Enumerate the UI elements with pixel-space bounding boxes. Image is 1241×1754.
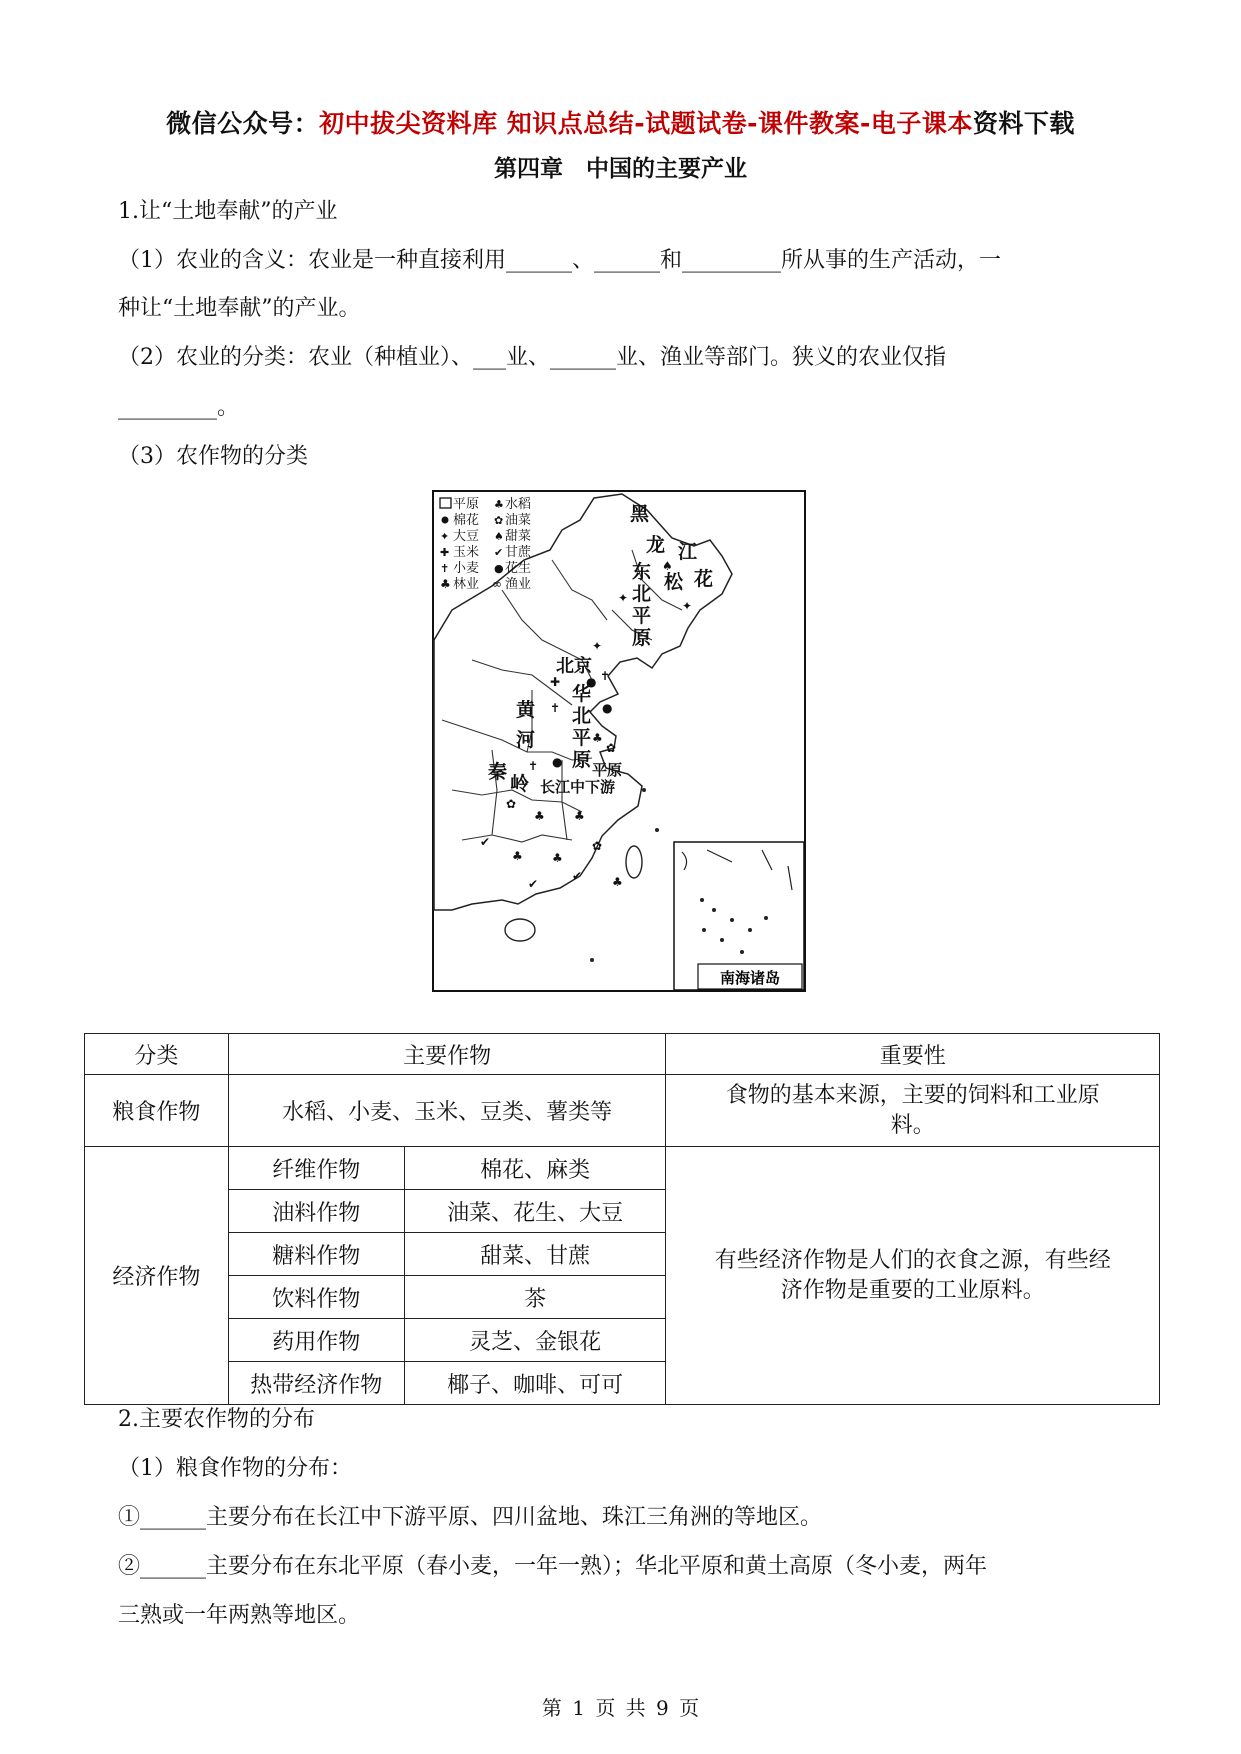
svg-text:✦: ✦ [682,599,693,613]
table-cell-crops: 椰子、咖啡、可可 [404,1362,666,1405]
table-cell-crops: 灵芝、金银花 [404,1319,666,1362]
svg-text:✿: ✿ [592,839,603,853]
header-prefix: 微信公众号： [166,109,320,138]
section2-item2-line1: ②______主要分布在东北平原（春小麦，一年一熟）；华北平原和黄土高原（冬小麦，两年 [118,1554,988,1579]
inset-label: 南海诸岛 [719,969,781,987]
legend-label: 花生 [505,561,532,576]
svg-text:♣: ♣ [512,849,523,863]
svg-text:♣: ♣ [534,809,545,823]
header-red-text: 初中拔尖资料库 知识点总结-试题试卷-课件教案-电子课本 [319,109,973,138]
soybean-icon: ✦ [440,530,450,543]
table-header-cell: 重要性 [666,1034,1160,1075]
section1-p2-line2: _________。 [118,395,240,420]
map-label: 黄 [516,699,536,721]
table-cell-type: 纤维作物 [228,1147,404,1190]
table-cell-type: 糖料作物 [228,1233,404,1276]
table-cell-type: 油料作物 [228,1190,404,1233]
table-cell-crops: 甜菜、甘蔗 [404,1233,666,1276]
map-label-changjiang: 长江中下游 [540,778,616,796]
section2-item2-line2: 三熟或一年两熟等地区。 [118,1603,361,1628]
table-header-row [85,1034,1160,1075]
section2-heading: 2.主要农作物的分布 [118,1407,315,1432]
svg-text:✔: ✔ [572,869,583,883]
legend-label: 油菜 [505,513,532,528]
map-label: 岭 [510,773,530,795]
fishery-icon: ∞ [492,577,502,591]
svg-text:♣: ♣ [552,851,563,865]
table-header-cell: 分类 [85,1034,229,1075]
table-header-cell: 主要作物 [228,1034,666,1075]
chapter-title: 第四章 中国的主要产业 [494,156,747,182]
page-header [0,104,1241,140]
svg-text:●: ● [602,701,613,715]
svg-text:✦: ✦ [592,639,603,653]
table-cell-type: 热带经济作物 [228,1362,404,1405]
svg-text:✦: ✦ [618,591,629,605]
map-label-pingyuan: 平原 [592,761,623,779]
map-label: 平 [632,605,652,627]
table-cell-importance [666,1075,1160,1147]
map-label: 松 [664,571,684,593]
legend-label: 甜菜 [505,529,532,544]
table-cell-importance [666,1147,1160,1405]
crop-classification-table [84,1033,1160,1405]
map-label: 北 [632,583,652,605]
table-cell-type: 饮料作物 [228,1276,404,1319]
table-cell-category: 粮食作物 [85,1075,229,1147]
corn-icon: ✚ [440,546,450,559]
svg-text:●: ● [552,755,563,769]
table-cell-crops: 水稻、小麦、玉米、豆类、薯类等 [228,1075,666,1147]
table-cell-crops: 茶 [404,1276,666,1319]
importance-line: 济作物是重要的工业原料。 [780,1277,1045,1303]
header-suffix: 资料下载 [972,109,1075,138]
section1-p3: （3）农作物的分类 [118,444,308,469]
svg-text:✚: ✚ [550,675,561,689]
svg-text:✝: ✝ [550,701,561,715]
peanut-icon: ● [494,562,504,575]
map-label-beijing: 北京 [556,656,592,677]
section1-p1-line2: 种让“土地奉献”的产业。 [118,296,361,321]
svg-text:✝: ✝ [528,759,539,773]
svg-text:✝: ✝ [600,669,611,683]
beet-icon: ♠ [494,530,504,543]
cotton-icon [442,517,449,524]
map-label: 原 [572,749,592,771]
map-label: 龙 [646,534,666,556]
section1-p1-line1: （1）农业的含义：农业是一种直接利用______、______和_________所从事的生产活动，一 [118,248,1001,273]
legend-label: 大豆 [453,529,480,544]
section1-p2-line1: （2）农业的分类：农业（种植业）、___业、______业、渔业等部门。狭义的农业仅指 [118,345,946,370]
section2-item1: ①______主要分布在长江中下游平原、四川盆地、珠江三角洲的等地区。 [118,1505,823,1530]
map-label: 北 [572,705,592,727]
crop-distribution-map [432,490,806,992]
map-label: 花 [694,568,714,590]
svg-text:♣: ♣ [612,875,623,889]
forestry-icon: ♣ [440,577,451,591]
svg-text:✿: ✿ [606,741,617,755]
svg-text:♣: ♣ [574,809,585,823]
section1-heading: 1.让“土地奉献”的产业 [118,199,338,224]
importance-line: 料。 [890,1112,935,1138]
svg-text:♣: ♣ [592,731,603,745]
map-label: 江 [678,541,698,563]
table-cell-type: 药用作物 [228,1319,404,1362]
svg-text:✿: ✿ [506,797,517,811]
table-row [85,1075,1160,1147]
wheat-icon: ✝ [440,562,450,575]
map-label: 原 [632,627,652,649]
legend-label: 平原 [453,497,480,512]
table-cell-crops: 油菜、花生、大豆 [404,1190,666,1233]
legend-label: 甘蔗 [505,545,532,560]
page-footer: 第 1 页 共 9 页 [541,1696,700,1720]
importance-line: 食物的基本来源，主要的饲料和工业原 [725,1082,1100,1108]
legend-label: 棉花 [453,513,480,528]
legend-label: 玉米 [453,545,480,560]
importance-line: 有些经济作物是人们的衣食之源，有些经 [714,1247,1111,1273]
svg-text:♠: ♠ [662,559,673,573]
svg-text:✔: ✔ [528,877,539,891]
map-label: 华 [572,683,592,705]
section2-p1: （1）粮食作物的分布： [118,1456,352,1481]
svg-text:✔: ✔ [480,835,491,849]
legend-label: 小麦 [453,561,480,576]
map-label: 东 [632,561,652,583]
sugarcane-icon: ✔ [494,546,504,559]
rapeseed-icon: ✿ [494,514,504,527]
legend-label: 水稻 [505,497,532,512]
table-cell-category: 经济作物 [85,1147,229,1405]
svg-text:●: ● [586,675,597,689]
map-label: 黑 [630,503,650,525]
map-label: 河 [516,729,536,751]
legend-label: 渔业 [505,577,532,592]
rice-icon: ♣ [494,498,504,511]
legend-label: 林业 [453,577,480,592]
map-label: 秦 [488,761,508,783]
table-cell-crops: 棉花、麻类 [404,1147,666,1190]
table-row [85,1147,1160,1190]
map-label: 平 [572,727,592,749]
